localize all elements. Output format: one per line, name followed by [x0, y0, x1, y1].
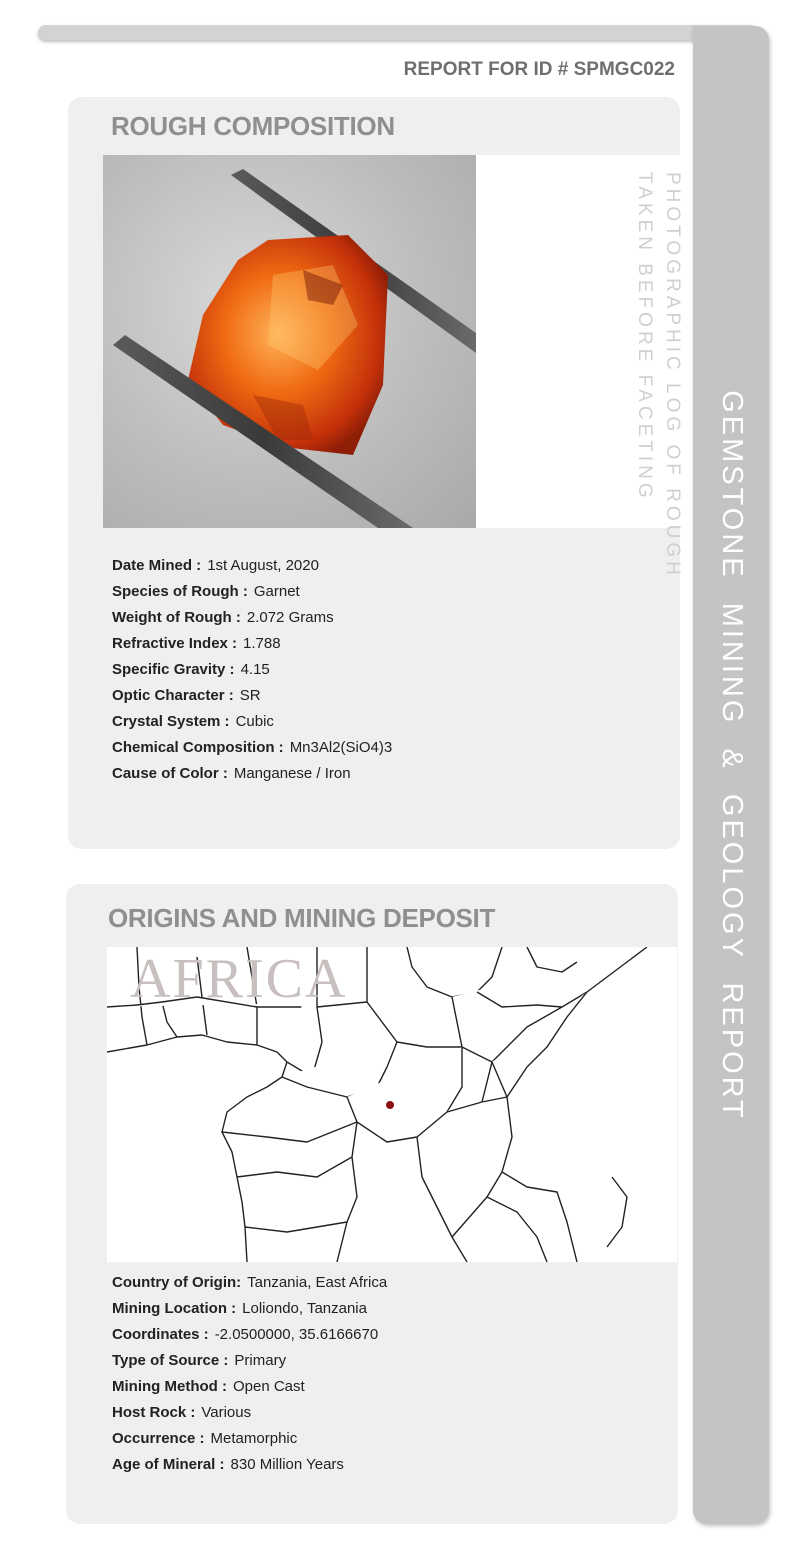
field-value: -2.0500000, 35.6166670 — [214, 1326, 379, 1343]
field-value: SR — [239, 687, 261, 704]
field-label: Chemical Composition : — [112, 739, 284, 756]
field-label: Mining Location : — [112, 1300, 237, 1317]
field-value: 1.788 — [243, 635, 281, 652]
field-value: 1st August, 2020 — [207, 557, 319, 574]
field-mining-location — [112, 1296, 387, 1322]
field-value: Manganese / Iron — [233, 765, 351, 782]
map-caption: AFRICA — [130, 948, 348, 1010]
field-label: Weight of Rough : — [112, 609, 241, 626]
origin-fields-list — [112, 1270, 387, 1478]
location-marker-icon — [386, 1101, 394, 1109]
gem-photo-icon — [103, 155, 476, 528]
field-label: Species of Rough : — [112, 583, 248, 600]
side-report-title-text: GEMSTONE MINING & GEOLOGY REPORT — [715, 389, 748, 1121]
field-label: Country of Origin: — [112, 1274, 242, 1291]
field-type-of-source — [112, 1348, 387, 1374]
field-label: Type of Source : — [112, 1352, 229, 1369]
field-value: 2.072 Grams — [246, 609, 334, 626]
field-chemical-composition — [112, 735, 392, 761]
field-optic-character — [112, 683, 392, 709]
field-country-of-origin — [112, 1270, 387, 1296]
field-occurrence — [112, 1426, 387, 1452]
field-value: Mn3Al2(SiO4)3 — [289, 739, 393, 756]
field-label: Coordinates : — [112, 1326, 209, 1343]
rough-photo-area — [103, 155, 680, 528]
field-label: Specific Gravity : — [112, 661, 235, 678]
field-value: Metamorphic — [210, 1430, 298, 1447]
garnet-rough-photo — [103, 155, 476, 528]
field-label: Optic Character : — [112, 687, 234, 704]
rough-fields-list — [112, 553, 392, 787]
top-decorative-bar — [38, 25, 758, 40]
field-label: Host Rock : — [112, 1404, 196, 1421]
field-value: 4.15 — [240, 661, 270, 678]
origins-title: ORIGINS AND MINING DEPOSIT — [108, 903, 496, 933]
field-label: Age of Mineral : — [112, 1456, 225, 1473]
field-crystal-system — [112, 709, 392, 735]
photo-caption — [634, 172, 683, 579]
field-host-rock — [112, 1400, 387, 1426]
field-label: Date Mined : — [112, 557, 202, 574]
field-value: Tanzania, East Africa — [247, 1274, 388, 1291]
field-label: Mining Method : — [112, 1378, 227, 1395]
field-age-of-mineral — [112, 1452, 387, 1478]
photo-caption-line-1: PHOTOGRAPHIC LOG OF ROUGH — [662, 172, 683, 579]
field-label: Occurrence : — [112, 1430, 205, 1447]
field-refractive-index — [112, 631, 392, 657]
field-cause-of-color — [112, 761, 392, 787]
field-weight — [112, 605, 392, 631]
field-date-mined — [112, 553, 392, 579]
field-value: 830 Million Years — [230, 1456, 344, 1473]
photo-caption-line-2: TAKEN BEFORE FACETING — [634, 172, 655, 502]
field-label: Crystal System : — [112, 713, 230, 730]
field-value: Garnet — [253, 583, 300, 600]
field-value: Primary — [234, 1352, 287, 1369]
field-species — [112, 579, 392, 605]
field-specific-gravity — [112, 657, 392, 683]
east-africa-map — [107, 947, 677, 1262]
field-mining-method — [112, 1374, 387, 1400]
field-value: Loliondo, Tanzania — [242, 1300, 367, 1317]
field-value: Open Cast — [232, 1378, 305, 1395]
field-value: Various — [201, 1404, 252, 1421]
field-coordinates — [112, 1322, 387, 1348]
side-report-title — [695, 389, 767, 1121]
field-label: Refractive Index : — [112, 635, 238, 652]
report-id-label: REPORT FOR ID # SPMGC022 — [403, 59, 675, 80]
rough-composition-title: ROUGH COMPOSITION — [111, 111, 395, 141]
field-value: Cubic — [235, 713, 274, 730]
field-label: Cause of Color : — [112, 765, 228, 782]
